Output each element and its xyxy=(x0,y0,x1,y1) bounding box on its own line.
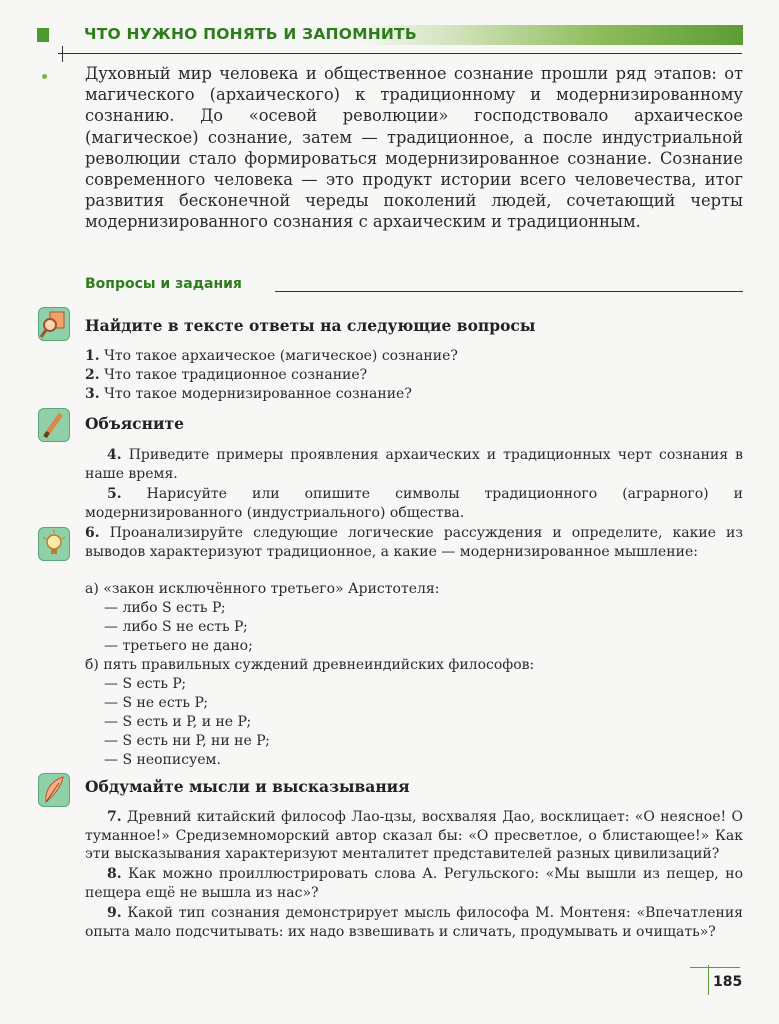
banner-square xyxy=(37,28,49,42)
bullet-icon xyxy=(42,74,47,79)
feather-icon xyxy=(38,773,70,807)
question-text: Что такое традиционное сознание? xyxy=(104,367,368,383)
question-text: Проанализируйте следующие логические рассуждения и определите, какие из выводов характеризуют традиционное, а какие — модернизированное мышление: xyxy=(85,525,743,560)
question-text: Какой тип сознания демонстрирует мысль философа М. Монтеня: «Впечатления опыта мало подсчитывать: их надо взвешивать и сличать, продумывать и очищать»? xyxy=(85,905,744,940)
question-text: Приведите примеры проявления архаических и традиционных черт сознания в наше время. xyxy=(85,447,744,482)
question-number: 8. xyxy=(107,866,122,882)
banner-title: ЧТО НУЖНО ПОНЯТЬ И ЗАПОМНИТЬ xyxy=(84,25,417,43)
question-text: Нарисуйте или опишите символы традиционного (аграрного) и модернизированного (индустриального) общества. xyxy=(85,486,743,521)
q6-b-label: б) пять правильных суждений древнеиндийских философов: xyxy=(85,657,535,673)
q6-b-item: — S есть и P, и не P; xyxy=(104,714,252,730)
divider xyxy=(58,53,742,54)
question-2 xyxy=(85,366,743,385)
question-text: Как можно проиллюстрировать слова А. Регульского: «Мы вышли из пещер, но пещера ещё не вышла из нас»? xyxy=(85,866,743,901)
page-number-tick xyxy=(708,965,709,995)
section-rule xyxy=(275,291,743,292)
question-number: 1. xyxy=(85,348,100,364)
question-9 xyxy=(85,904,743,941)
q6-a-label: а) «закон исключённого третьего» Аристотеля: xyxy=(85,581,440,597)
q6-b-item: — S есть P; xyxy=(104,676,187,692)
question-number: 3. xyxy=(85,386,100,402)
pencil-icon xyxy=(38,408,70,442)
question-number: 9. xyxy=(107,905,122,921)
divider-tick xyxy=(62,46,63,62)
question-5 xyxy=(85,485,743,522)
question-number: 2. xyxy=(85,367,100,383)
question-number: 5. xyxy=(107,486,122,502)
question-number: 7. xyxy=(107,809,122,825)
question-4 xyxy=(85,446,743,483)
question-3 xyxy=(85,385,743,404)
page-number-rule xyxy=(690,967,740,968)
q6-a-item: — либо S не есть P; xyxy=(104,619,248,635)
question-number: 4. xyxy=(107,447,122,463)
group-title-explain: Объясните xyxy=(85,414,184,433)
q6-b-item: — S есть ни P, ни не P; xyxy=(104,733,270,749)
page-number: 185 xyxy=(713,974,743,990)
q6-b-item: — S неописуем. xyxy=(104,752,221,768)
magnifier-document-icon xyxy=(38,307,70,341)
question-number: 6. xyxy=(85,525,100,541)
q6-a-item: — либо S есть P; xyxy=(104,600,226,616)
question-text: Древний китайский философ Лао-цзы, восхваляя Дао, восклицает: «О неясное! О туманное!» Средиземноморский автор сказал бы: «О пресветлое, о блистающее!» Как эти высказывания характеризуют менталитет представителей разных цивилизаций? xyxy=(85,809,743,862)
question-8 xyxy=(85,865,743,902)
q6-b-item: — S не есть P; xyxy=(104,695,209,711)
group-title-find: Найдите в тексте ответы на следующие вопросы xyxy=(85,316,536,335)
q6-a-item: — третьего не дано; xyxy=(104,638,253,654)
question-text: Что такое модернизированное сознание? xyxy=(104,386,412,402)
question-7 xyxy=(85,808,743,864)
group-title-think: Обдумайте мысли и высказывания xyxy=(85,777,410,796)
question-1 xyxy=(85,347,743,366)
lightbulb-icon xyxy=(38,527,70,561)
section-heading: Вопросы и задания xyxy=(85,276,242,292)
question-6 xyxy=(85,524,743,561)
intro-paragraph: Духовный мир человека и общественное сознание прошли ряд этапов: от магического (архаического) к традиционному и модернизированному сознанию. До «осевой революции» господствовало архаическое (магическое) сознание, затем — традиционное, а после индустриальной революции стало формироваться модернизированное сознание. Сознание современного человека — это продукт истории всего человечества, итог развития бесконечной череды поколений людей, сочетающий черты модернизированного сознания с архаическим и традиционным. xyxy=(85,64,743,232)
question-text: Что такое архаическое (магическое) сознание? xyxy=(104,348,458,364)
